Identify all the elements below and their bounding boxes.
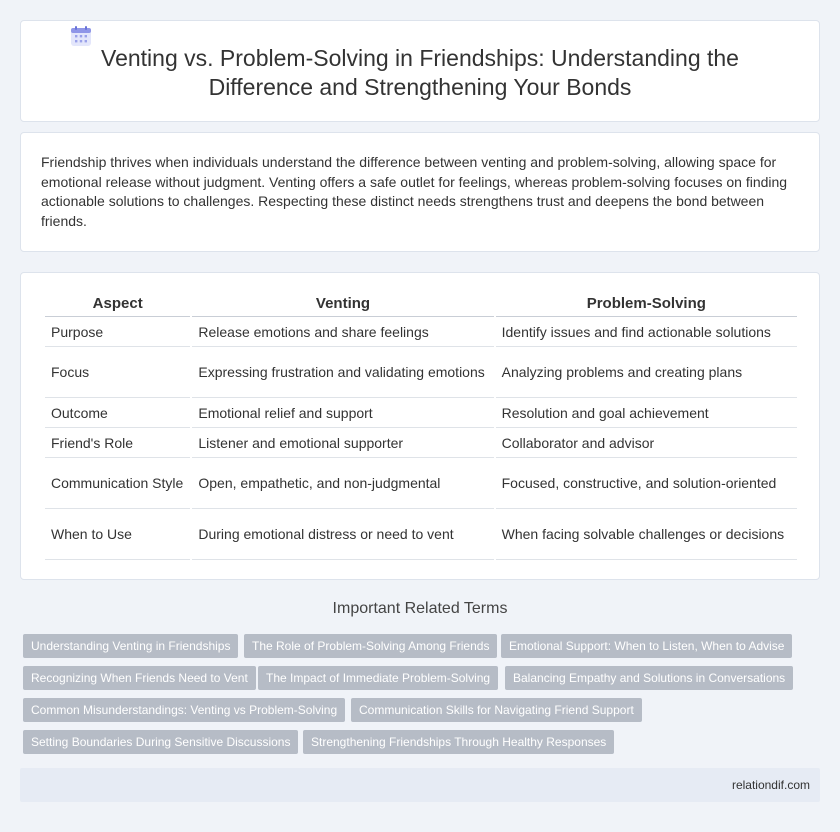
table-cell: Identify issues and find actionable solutions [496, 317, 797, 347]
table-cell: Release emotions and share feelings [192, 317, 493, 347]
table-row [45, 347, 797, 398]
table-cell: Emotional relief and support [192, 398, 493, 428]
related-term-tag[interactable]: Emotional Support: When to Listen, When to Advise [501, 634, 792, 658]
related-term-tag[interactable]: Setting Boundaries During Sensitive Discussions [23, 730, 298, 754]
table-cell: Expressing frustration and validating emotions [192, 347, 493, 398]
header-problem-solving: Problem-Solving [496, 291, 797, 317]
table-cell: Collaborator and advisor [496, 428, 797, 458]
related-terms-heading: Important Related Terms [332, 600, 508, 617]
table-cell: Outcome [45, 398, 190, 428]
comparison-table-card [20, 272, 820, 580]
table-cell: Analyzing problems and creating plans [496, 347, 797, 398]
footer [20, 768, 820, 802]
table-header-row [45, 291, 797, 317]
table-row [45, 458, 797, 509]
table-row [45, 509, 797, 560]
table-cell: Focus [45, 347, 190, 398]
table-cell: Listener and emotional supporter [192, 428, 493, 458]
table-cell: Purpose [45, 317, 190, 347]
table-row [45, 317, 797, 347]
table-cell: Friend's Role [45, 428, 190, 458]
related-term-tag[interactable]: Strengthening Friendships Through Healthy Responses [303, 730, 614, 754]
header-card [20, 20, 820, 122]
table-cell: During emotional distress or need to vent [192, 509, 493, 560]
header-venting: Venting [192, 291, 493, 317]
table-cell: When to Use [45, 509, 190, 560]
table-cell: Focused, constructive, and solution-oriented [496, 458, 797, 509]
related-term-tag[interactable]: The Role of Problem-Solving Among Friends [244, 634, 497, 658]
page-title [21, 44, 819, 102]
intro-paragraph: Friendship thrives when individuals understand the difference between venting and problem-solving, allowing space for emotional release without judgment. Venting offers a safe outlet for feelings, whereas problem-solving focuses on finding actionable solutions to challenges. Respecting these distinct needs strengthens trust and deepens the bond between friends. [41, 154, 788, 229]
related-term-tag[interactable]: Recognizing When Friends Need to Vent [23, 666, 256, 690]
table-row [45, 428, 797, 458]
related-term-tag[interactable]: Understanding Venting in Friendships [23, 634, 238, 658]
page-title-line-2: Difference and Strengthening Your Bonds [208, 74, 632, 100]
related-term-tag[interactable]: Communication Skills for Navigating Friend Support [351, 698, 642, 722]
intro-card [20, 132, 820, 252]
related-term-tag[interactable]: Common Misunderstandings: Venting vs Problem-Solving [23, 698, 345, 722]
table-row [45, 398, 797, 428]
related-term-tag[interactable]: Balancing Empathy and Solutions in Conversations [505, 666, 793, 690]
footer-site-link[interactable]: relationdif.com [731, 778, 810, 792]
page-title-line-1: Venting vs. Problem-Solving in Friendships: Understanding the [101, 45, 739, 71]
comparison-table [43, 291, 799, 560]
header-aspect: Aspect [45, 291, 190, 317]
related-term-tag[interactable]: The Impact of Immediate Problem-Solving [258, 666, 498, 690]
table-cell: Open, empathetic, and non-judgmental [192, 458, 493, 509]
table-cell: When facing solvable challenges or decisions [496, 509, 797, 560]
table-cell: Communication Style [45, 458, 190, 509]
table-cell: Resolution and goal achievement [496, 398, 797, 428]
